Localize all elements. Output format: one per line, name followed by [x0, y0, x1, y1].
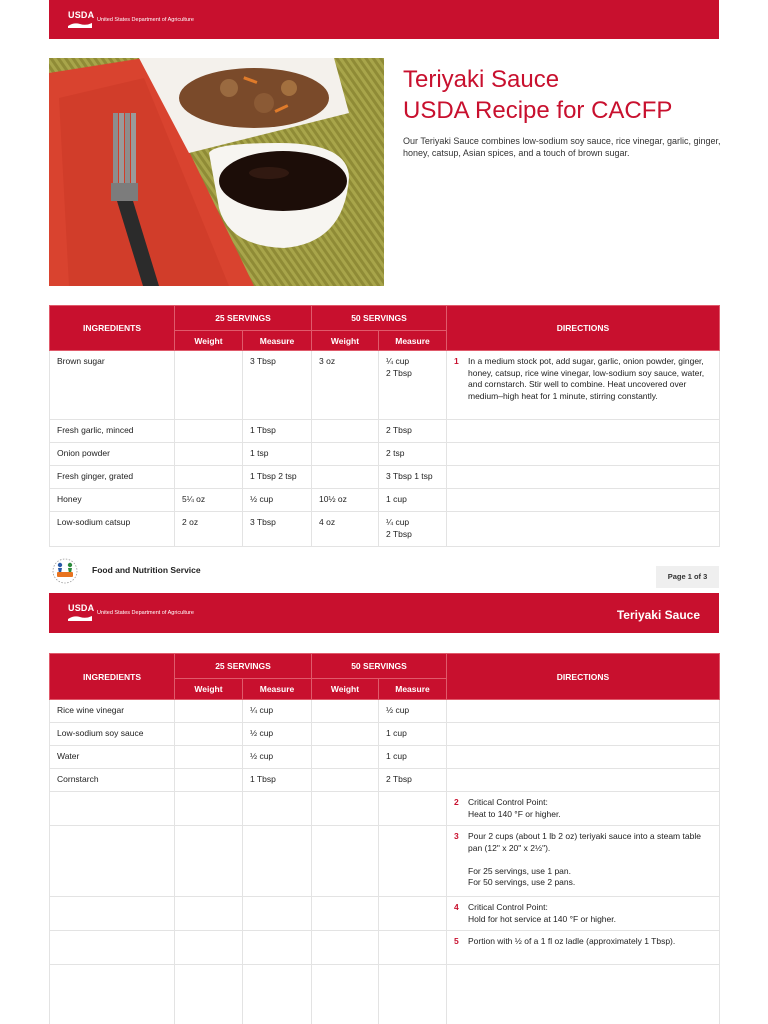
direction-text: Portion with ½ of a 1 fl oz ladle (approximately 1 Tbsp). [468, 936, 676, 946]
table-row [50, 443, 720, 466]
measure-25-cell: ½ cup [243, 746, 312, 769]
recipe-description: Our Teriyaki Sauce combines low-sodium soy sauce, rice vinegar, garlic, ginger, honey, catsup, Asian spices, and a touch of brown sugar. [403, 136, 721, 158]
weight-50-cell: 3 oz [312, 351, 379, 420]
weight-25-cell [175, 897, 243, 931]
direction-cell [447, 897, 720, 931]
measure-25-cell: 3 Tbsp [243, 512, 312, 547]
weight-50-cell [312, 769, 379, 792]
weight-50-cell [312, 965, 379, 1024]
direction-cell [447, 769, 720, 792]
ingredient-cell: Honey [50, 489, 175, 512]
direction-text: In a medium stock pot, add sugar, garlic, onion powder, ginger, honey, catsup, rice wine vinegar, low-sodium soy sauce, water, and cornstarch. Stir well to combine. Heat uncovered over medium–high heat for 1 minute, stirring constantly. [468, 356, 705, 401]
ingredients-header: INGREDIENTS [50, 306, 175, 351]
table-row [50, 931, 720, 965]
ingredient-cell: Fresh garlic, minced [50, 420, 175, 443]
direction-cell [447, 466, 720, 489]
weight-25-cell [175, 931, 243, 965]
measure-25-cell: 1 Tbsp [243, 769, 312, 792]
department-name: United States Department of Agriculture [97, 610, 194, 616]
direction-cell [447, 746, 720, 769]
weight-25-cell [175, 466, 243, 489]
ingredients-table-page1 [49, 305, 720, 547]
direction-cell [447, 700, 720, 723]
weight-25-cell [175, 769, 243, 792]
weight-25-cell: 2 oz [175, 512, 243, 547]
measure-25-cell: 3 Tbsp [243, 351, 312, 420]
directions-header: DIRECTIONS [447, 654, 720, 700]
usda-logo [68, 603, 95, 622]
measure-50-cell [379, 826, 447, 897]
table-row [50, 723, 720, 746]
usda-logo-text: USDA [68, 10, 95, 20]
weight-50-cell [312, 792, 379, 826]
measure-25-header: Measure [243, 331, 312, 351]
direction-cell [447, 443, 720, 466]
weight-50-cell: 10½ oz [312, 489, 379, 512]
table-row [50, 826, 720, 897]
weight-25-cell [175, 443, 243, 466]
weight-50-cell [312, 746, 379, 769]
weight-25-cell [175, 965, 243, 1024]
ingredients-table-page2 [49, 653, 720, 1024]
table-row [50, 466, 720, 489]
direction-cell [447, 826, 720, 897]
weight-50-cell [312, 723, 379, 746]
direction-cell [447, 512, 720, 547]
weight-25-cell [175, 420, 243, 443]
measure-25-cell: ¼ cup [243, 700, 312, 723]
weight-25-cell [175, 792, 243, 826]
ingredient-cell [50, 897, 175, 931]
weight-50-cell [312, 466, 379, 489]
directions-header: DIRECTIONS [447, 306, 720, 351]
measure-50-header: Measure [379, 679, 447, 700]
table-row [50, 700, 720, 723]
weight-25-cell [175, 826, 243, 897]
weight-50-cell [312, 931, 379, 965]
recipe-title [403, 64, 672, 126]
weight-50-cell: 4 oz [312, 512, 379, 547]
measure-50-cell [379, 965, 447, 1024]
team-nutrition-logo-icon [49, 557, 81, 585]
step-number: 4 [454, 902, 459, 912]
ingredient-cell [50, 826, 175, 897]
table-row [50, 965, 720, 1024]
table-row [50, 746, 720, 769]
ingredient-cell: Brown sugar [50, 351, 175, 420]
weight-25-cell [175, 723, 243, 746]
usda-swoosh-icon [68, 22, 92, 28]
measure-50-cell: 2 Tbsp [379, 420, 447, 443]
ingredient-cell: Fresh ginger, grated [50, 466, 175, 489]
usda-swoosh-icon [68, 615, 92, 621]
table-row [50, 792, 720, 826]
measure-50-cell: 1 cup [379, 723, 447, 746]
agency-name: Food and Nutrition Service [92, 565, 201, 575]
recipe-title-line1: Teriyaki Sauce [403, 66, 560, 93]
step-number: 1 [454, 356, 459, 366]
ingredient-cell: Cornstarch [50, 769, 175, 792]
measure-25-cell: ½ cup [243, 489, 312, 512]
direction-cell [447, 351, 720, 420]
ingredient-cell: Low-sodium catsup [50, 512, 175, 547]
usda-logo [68, 10, 95, 29]
measure-25-cell [243, 965, 312, 1024]
measure-50-cell: 1 cup [379, 489, 447, 512]
table-row [50, 897, 720, 931]
measure-50-cell: 1 cup [379, 746, 447, 769]
header-banner [49, 0, 719, 39]
step-number: 3 [454, 831, 459, 841]
table-row [50, 351, 720, 420]
department-name: United States Department of Agriculture [97, 17, 194, 23]
measure-50-cell: ½ cup [379, 700, 447, 723]
table-row [50, 420, 720, 443]
weight-50-header: Weight [312, 331, 379, 351]
measure-50-cell: 3 Tbsp 1 tsp [379, 466, 447, 489]
table-row [50, 512, 720, 547]
weight-50-header: Weight [312, 679, 379, 700]
weight-50-cell [312, 420, 379, 443]
measure-25-cell [243, 826, 312, 897]
page2-banner-title: Teriyaki Sauce [616, 608, 700, 622]
measure-50-cell [379, 897, 447, 931]
servings-50-header: 50 SERVINGS [312, 306, 447, 331]
ingredient-cell: Rice wine vinegar [50, 700, 175, 723]
direction-cell [447, 931, 720, 965]
direction-cell [447, 792, 720, 826]
servings-50-header: 50 SERVINGS [312, 654, 447, 679]
direction-text: Critical Control Point: Hold for hot service at 140 °F or higher. [468, 902, 616, 924]
ingredients-header: INGREDIENTS [50, 654, 175, 700]
measure-25-cell [243, 931, 312, 965]
weight-25-cell [175, 351, 243, 420]
measure-50-cell [379, 792, 447, 826]
measure-50-cell: ¼ cup 2 Tbsp [379, 512, 447, 547]
step-number: 2 [454, 797, 459, 807]
weight-25-cell: 5¼ oz [175, 489, 243, 512]
servings-25-header: 25 SERVINGS [175, 654, 312, 679]
weight-50-cell [312, 826, 379, 897]
measure-25-cell [243, 792, 312, 826]
measure-50-header: Measure [379, 331, 447, 351]
step-number: 5 [454, 936, 459, 946]
measure-50-cell [379, 931, 447, 965]
direction-text: Critical Control Point: Heat to 140 °F or higher. [468, 797, 561, 819]
recipe-photo [49, 58, 384, 286]
table-row [50, 769, 720, 792]
weight-25-header: Weight [175, 679, 243, 700]
weight-25-header: Weight [175, 331, 243, 351]
ingredient-cell: Water [50, 746, 175, 769]
weight-50-cell [312, 443, 379, 466]
direction-text: Pour 2 cups (about 1 lb 2 oz) teriyaki sauce into a steam table pan (12" x 20" x 2½"). For 25 servings, use 1 pan. For 50 servings, use 2 pans. [468, 831, 701, 887]
measure-50-cell: 2 Tbsp [379, 769, 447, 792]
direction-cell [447, 723, 720, 746]
table-row [50, 489, 720, 512]
measure-25-header: Measure [243, 679, 312, 700]
servings-25-header: 25 SERVINGS [175, 306, 312, 331]
weight-50-cell [312, 897, 379, 931]
weight-25-cell [175, 746, 243, 769]
page-number: Page 1 of 3 [656, 566, 719, 588]
direction-cell [447, 420, 720, 443]
usda-logo-text: USDA [68, 603, 95, 613]
measure-50-cell: ¼ cup 2 Tbsp [379, 351, 447, 420]
teriyaki-sauce-photo [49, 58, 384, 286]
weight-50-cell [312, 700, 379, 723]
measure-25-cell: 1 Tbsp 2 tsp [243, 466, 312, 489]
ingredient-cell: Onion powder [50, 443, 175, 466]
direction-cell [447, 965, 720, 1024]
measure-25-cell [243, 897, 312, 931]
page-footer [49, 557, 719, 587]
measure-25-cell: ½ cup [243, 723, 312, 746]
measure-25-cell: 1 tsp [243, 443, 312, 466]
ingredient-cell [50, 931, 175, 965]
ingredient-cell [50, 965, 175, 1024]
measure-50-cell: 2 tsp [379, 443, 447, 466]
weight-25-cell [175, 700, 243, 723]
ingredient-cell [50, 792, 175, 826]
ingredient-cell: Low-sodium soy sauce [50, 723, 175, 746]
direction-cell [447, 489, 720, 512]
measure-25-cell: 1 Tbsp [243, 420, 312, 443]
page2-header-banner [49, 593, 719, 633]
recipe-title-line2: USDA Recipe for CACFP [403, 97, 673, 124]
